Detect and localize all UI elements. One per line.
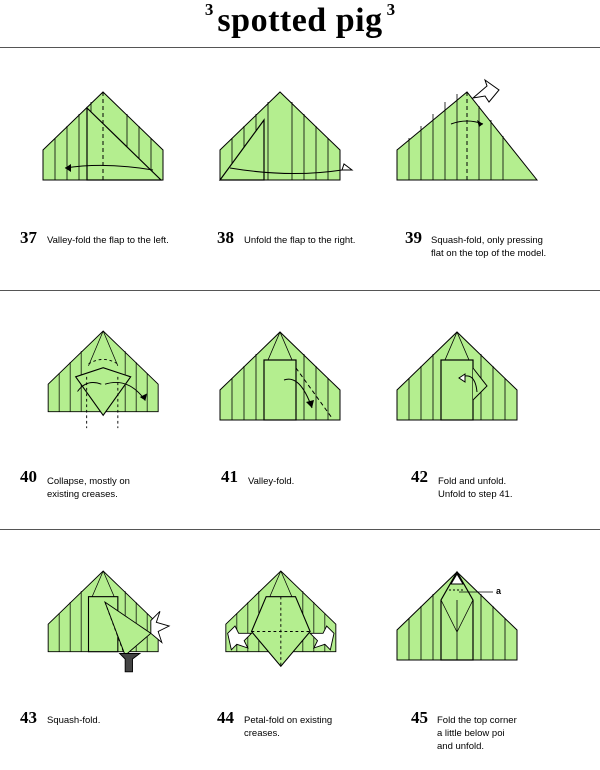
divider-top <box>0 47 600 48</box>
step-number: 42 <box>411 467 428 486</box>
caption-line: Valley-fold the flap to the left. <box>47 235 169 246</box>
caption-line: Squash-fold, only pressing <box>431 235 543 246</box>
diagram-step-40 <box>15 320 195 430</box>
step-caption <box>47 475 130 501</box>
step-number: 39 <box>405 228 422 247</box>
step-number: 38 <box>217 228 234 247</box>
page-title <box>0 0 600 44</box>
caption-line: existing creases. <box>47 489 118 500</box>
divider-bottom <box>0 529 600 530</box>
step-number: 40 <box>20 467 37 486</box>
diagram-step-38 <box>200 80 380 190</box>
step-number: 43 <box>20 708 37 727</box>
title-superscript-left: 3 <box>204 0 214 19</box>
step-number: 45 <box>411 708 428 727</box>
point-label-a: a <box>496 586 502 596</box>
step-number: 37 <box>20 228 37 247</box>
diagram-step-37 <box>15 80 195 190</box>
diagram-step-42 <box>385 320 565 430</box>
caption-line: Unfold to step 41. <box>438 489 513 500</box>
step-caption <box>431 234 546 260</box>
diagram-step-41 <box>200 320 380 430</box>
title-text: spotted pig <box>217 2 383 39</box>
step-caption <box>244 714 332 740</box>
caption-line: Fold the top corner <box>437 715 517 726</box>
diagram-step-39 <box>385 80 565 190</box>
caption-line: a little below poi <box>437 728 505 739</box>
divider-middle <box>0 290 600 291</box>
step-caption <box>47 714 100 727</box>
step-caption <box>248 475 294 488</box>
step-caption <box>47 234 169 247</box>
diagram-step-44 <box>200 560 380 670</box>
caption-line: and unfold. <box>437 741 485 752</box>
step-caption <box>244 234 355 247</box>
step-caption <box>437 714 517 753</box>
diagram-step-45 <box>385 560 565 670</box>
caption-line: Collapse, mostly on <box>47 476 130 487</box>
caption-line: Petal-fold on existing <box>244 715 333 726</box>
caption-line: Squash-fold. <box>47 715 101 726</box>
caption-line: Valley-fold. <box>248 476 295 487</box>
title-superscript-right: 3 <box>386 0 396 19</box>
caption-line: Fold and unfold. <box>438 476 507 487</box>
step-number: 41 <box>221 467 238 486</box>
step-number: 44 <box>217 708 234 727</box>
caption-line: Unfold the flap to the right. <box>244 235 356 246</box>
step-caption <box>438 475 512 501</box>
diagram-step-43 <box>15 560 195 670</box>
caption-line: creases. <box>244 728 280 739</box>
caption-line: flat on the top of the model. <box>431 248 547 259</box>
